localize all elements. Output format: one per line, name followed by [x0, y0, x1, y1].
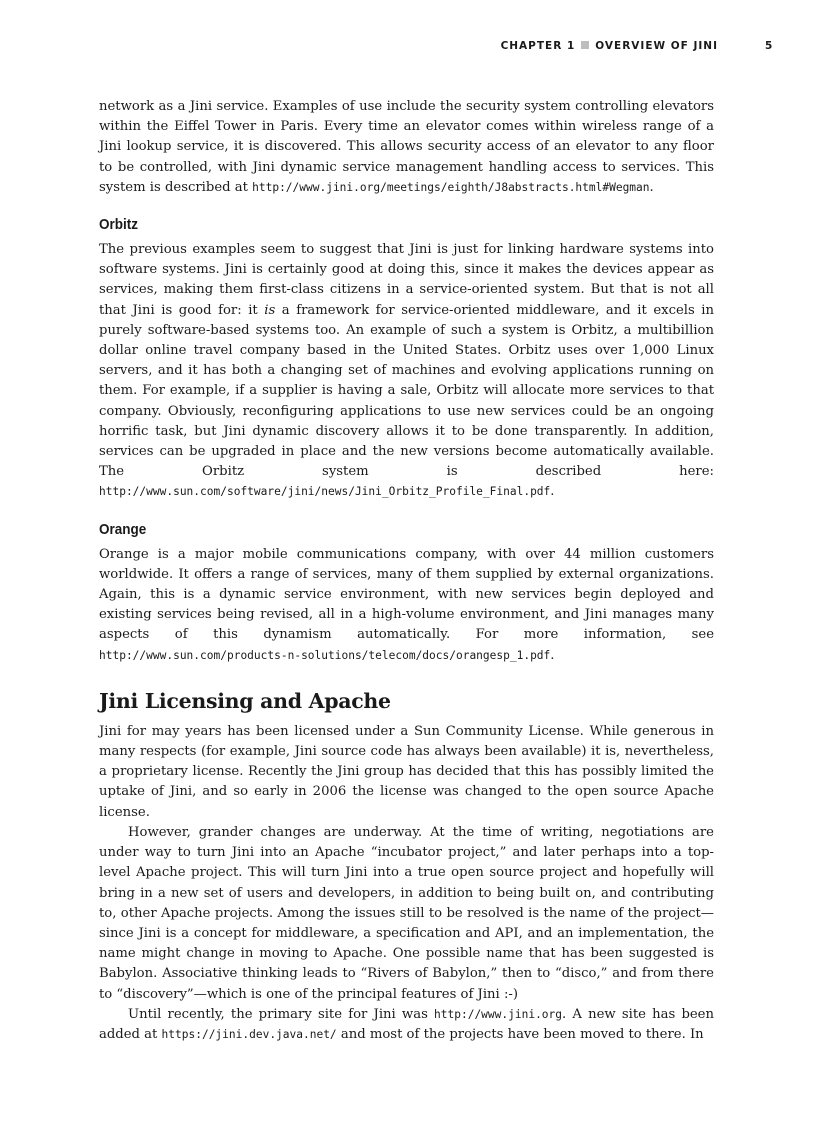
- jini-dev-url: https://jini.dev.java.net/: [161, 1027, 337, 1041]
- licensing-paragraph-1: Jini for may years has been licensed under a Sun Community License. While generous in many respects (for example, Jini source code has always been available) it is, nevertheless, a proprietary license. Recently the Jini group has decided that this has possibly limited the uptake of Jini, and so early in 2006 the license was changed to the open source Apache license.: [99, 723, 714, 820]
- chapter-label: [501, 40, 718, 52]
- licensing-heading: Jini Licensing and Apache: [99, 688, 391, 713]
- licensing-paragraph-2: However, grander changes are underway. At the time of writing, negotiations are under way to turn Jini into an Apache “incubator project,” and later perhaps into a top-level Apache project. This will turn Jini into a true open source project and hopefully will bring in a new set of users and developers, in addition to being built on, and contributing to, other Apache projects. Among the issues still to be resolved is the name of the project—since Jini is a concept for middleware, a specification and API, and an implementation, the name might change in moving to Apache. One possible name that has been suggested is Babylon. Associative thinking leads to “Rivers of Babylon,” then to “disco,” and from there to “discovery”—which is one of the principal features of Jini :-): [99, 824, 714, 1002]
- orange-paragraph: Orange is a major mobile communications company, with over 44 million customers worldwide. It offers a range of services, many of them supplied by external organizations. Again, this is a dynamic service environment, with new services begin deployed and existing services being revised, all in a high-volume environment, and Jini manages many aspects of this dynamism automatically. For more information, see http://www.sun.com/products-n-solutions/telecom/docs/orangesp_1.pdf.: [99, 546, 714, 663]
- orange-heading: Orange: [99, 520, 147, 538]
- orbitz-paragraph: The previous examples seem to suggest that Jini is just for linking hardware systems into software systems. Jini is certainly good at doing this, since it makes the devices appear as services, making them first-class citizens in a service-oriented system. But that is not all that Jini is good for: it is a framework for service-oriented middleware, and it excels in purely software-based systems too. An example of such a system is Orbitz, a multibillion dollar online travel company based in the United States. Orbitz uses over 1,000 Linux servers, and it has both a changing set of machines and evolving applications running on them. For example, if a supplier is having a sale, Orbitz will allocate more services to that company. Obviously, reconfiguring applications to use new services could be an ongoing horrific task, but Jini dynamic discovery allows it to be done transparently. In addition, services can be upgraded in place and the new versions become automatically available. The Orbitz system is described here: http://www.sun.com/software/jini/news/Jini_Orbitz_Profile_Final.pdf.: [99, 242, 714, 500]
- orbitz-heading: Orbitz: [99, 216, 139, 234]
- chapter-number: CHAPTER 1: [500, 40, 576, 52]
- page-number: 5: [765, 40, 774, 52]
- licensing-paragraph-3: Until recently, the primary site for Jini was http://www.jini.org. A new site has been added at https://jini.dev.java.net/ and most of the projects have been moved to there. In: [99, 1006, 714, 1042]
- orbitz-url: http://www.sun.com/software/jini/news/Jini_Orbitz_Profile_Final.pdf: [99, 485, 551, 499]
- intro-paragraph: network as a Jini service. Examples of use include the security system controlling elevators within the Eiffel Tower in Paris. Every time an elevator comes within wireless range of a Jini lookup service, it is discovered. This allows security access of an elevator to any floor to be controlled, with Jini dynamic service management handling access to services. This system is described at http://www.jini.org/meetings/eighth/J8abstracts.html#Wegman.: [99, 99, 714, 195]
- intro-url: http://www.jini.org/meetings/eighth/J8abstracts.html#Wegman: [252, 180, 650, 194]
- chapter-title: OVERVIEW OF JINI: [595, 40, 718, 52]
- orange-url: http://www.sun.com/products-n-solutions/telecom/docs/orangesp_1.pdf: [99, 648, 551, 662]
- page-body: [99, 97, 714, 1045]
- separator-square-icon: [581, 41, 589, 49]
- running-header: [0, 40, 816, 58]
- jini-org-url: http://www.jini.org: [434, 1007, 563, 1021]
